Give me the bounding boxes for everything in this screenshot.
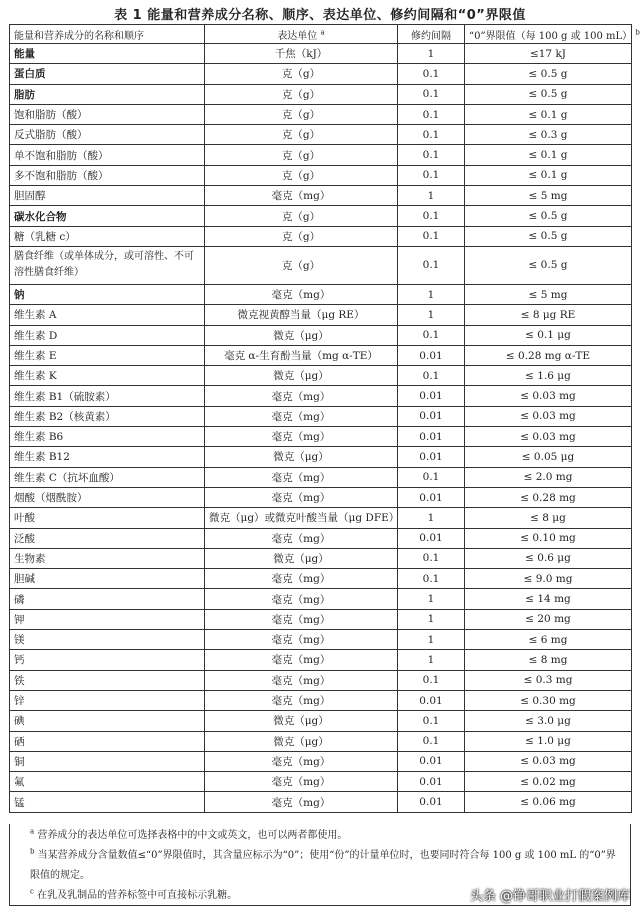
limit-cell: ≤ 0.1 μg (465, 325, 632, 345)
interval-cell: 0.01 (398, 792, 465, 812)
interval-cell: 1 (398, 305, 465, 325)
limit-cell: ≤ 2.0 mg (465, 467, 632, 487)
nutrient-name-cell: 镁 (10, 630, 205, 650)
interval-cell: 0.1 (398, 711, 465, 731)
unit-cell: 毫克（mg） (205, 792, 398, 812)
nutrient-name-cell: 碳水化合物 (10, 206, 205, 226)
limit-cell: ≤ 0.1 g (465, 165, 632, 185)
header-interval: 修约间隔 (398, 25, 465, 44)
watermark: 头条 @铮哥职业打假案例库 (469, 889, 630, 904)
table-row (10, 528, 632, 548)
nutrient-name-cell: 糖（乳糖 c） (10, 226, 205, 246)
nutrient-name-cell: 胆固醇 (10, 186, 205, 206)
interval-cell: 0.01 (398, 487, 465, 507)
interval-cell: 0.1 (398, 325, 465, 345)
table-row (10, 569, 632, 589)
nutrient-name-cell: 磷 (10, 589, 205, 609)
interval-cell: 0.01 (398, 751, 465, 771)
table-row (10, 206, 632, 226)
unit-cell: 微克（μg） (205, 731, 398, 751)
unit-cell: 毫克（mg） (205, 569, 398, 589)
nutrient-name-cell: 生物素 (10, 548, 205, 568)
interval-cell: 0.01 (398, 386, 465, 406)
interval-cell: 0.01 (398, 690, 465, 710)
nutrient-name-cell: 烟酸（烟酰胺） (10, 487, 205, 507)
nutrient-name-cell: 钙 (10, 650, 205, 670)
table-header-row (10, 25, 632, 44)
unit-cell: 微克（μg）或微克叶酸当量（μg DFE） (205, 508, 398, 528)
limit-cell: ≤ 9.0 mg (465, 569, 632, 589)
table-row (10, 792, 632, 812)
nutrient-name-cell: 锰 (10, 792, 205, 812)
table-row (10, 84, 632, 104)
nutrient-name-cell: 硒 (10, 731, 205, 751)
interval-cell: 0.1 (398, 569, 465, 589)
limit-cell: ≤ 0.3 mg (465, 670, 632, 690)
nutrient-table (9, 24, 640, 813)
table-row (10, 145, 632, 165)
nutrient-name-cell: 维生素 A (10, 305, 205, 325)
limit-cell: ≤ 5 mg (465, 284, 632, 304)
limit-cell: ≤ 0.10 mg (465, 528, 632, 548)
unit-cell: 微克视黄醇当量（μg RE） (205, 305, 398, 325)
interval-cell: 0.1 (398, 125, 465, 145)
table-row (10, 447, 632, 467)
table-row (10, 284, 632, 304)
nutrient-name-cell: 膳食纤维（或单体成分，或可溶性、不可溶性膳食纤维） (10, 246, 205, 284)
nutrient-name-cell: 泛酸 (10, 528, 205, 548)
note-b: $^b$ 当某营养成分含量数值≤“0”界限值时，其含量应标示为“0”；使用“份”的计量单位时，也要同时符合每 100 g 或 100 mL 的“0”界限值的规定。 (30, 847, 616, 881)
limit-cell: ≤ 0.06 mg (465, 792, 632, 812)
interval-cell: 0.1 (398, 84, 465, 104)
interval-cell: 0.1 (398, 104, 465, 124)
nutrient-name-cell: 维生素 B2（核黄素） (10, 406, 205, 426)
limit-cell: ≤ 0.03 mg (465, 406, 632, 426)
interval-cell: 1 (398, 589, 465, 609)
limit-cell: ≤ 0.5 g (465, 206, 632, 226)
table-row (10, 345, 632, 365)
table-row (10, 609, 632, 629)
table-row (10, 325, 632, 345)
nutrient-name-cell: 多不饱和脂肪（酸） (10, 165, 205, 185)
note-c: $^c$ 在乳及乳制品的营养标签中可直接标示乳糖。 (30, 887, 238, 901)
nutrient-name-cell: 钾 (10, 609, 205, 629)
interval-cell: 0.1 (398, 64, 465, 84)
table-body (10, 44, 632, 813)
nutrient-name-cell: 维生素 B1（硫胺素） (10, 386, 205, 406)
limit-cell: ≤ 0.02 mg (465, 772, 632, 792)
nutrient-name-cell: 单不饱和脂肪（酸） (10, 145, 205, 165)
table-row (10, 690, 632, 710)
unit-cell: 毫克（mg） (205, 284, 398, 304)
interval-cell: 1 (398, 508, 465, 528)
limit-cell: ≤ 0.1 g (465, 104, 632, 124)
header-unit: 表达单位 $^a$ (205, 25, 398, 44)
table-row (10, 125, 632, 145)
unit-cell: 毫克（mg） (205, 772, 398, 792)
interval-cell: 1 (398, 650, 465, 670)
table-row (10, 731, 632, 751)
interval-cell: 0.01 (398, 447, 465, 467)
table-row (10, 64, 632, 84)
nutrient-name-cell: 饱和脂肪（酸） (10, 104, 205, 124)
nutrient-name-cell: 胆碱 (10, 569, 205, 589)
unit-cell: 克（g） (205, 104, 398, 124)
limit-cell: ≤ 3.0 μg (465, 711, 632, 731)
limit-cell: ≤ 0.5 g (465, 246, 632, 284)
interval-cell: 1 (398, 44, 465, 64)
limit-cell: ≤ 0.5 g (465, 226, 632, 246)
unit-cell: 克（g） (205, 246, 398, 284)
interval-cell: 0.1 (398, 145, 465, 165)
limit-cell: ≤ 8 μg RE (465, 305, 632, 325)
limit-cell: ≤ 0.03 mg (465, 751, 632, 771)
table-row (10, 670, 632, 690)
table-row (10, 305, 632, 325)
interval-cell: 0.1 (398, 670, 465, 690)
table-row (10, 44, 632, 64)
nutrient-name-cell: 维生素 K (10, 366, 205, 386)
limit-cell: ≤ 0.28 mg (465, 487, 632, 507)
unit-cell: 毫克（mg） (205, 427, 398, 447)
unit-cell: 毫克（mg） (205, 670, 398, 690)
table-row (10, 508, 632, 528)
unit-cell: 克（g） (205, 64, 398, 84)
nutrient-name-cell: 蛋白质 (10, 64, 205, 84)
limit-cell: ≤ 20 mg (465, 609, 632, 629)
unit-cell: 千焦（kJ） (205, 44, 398, 64)
nutrient-name-cell: 维生素 B6 (10, 427, 205, 447)
limit-cell: ≤ 0.5 g (465, 84, 632, 104)
interval-cell: 0.1 (398, 731, 465, 751)
unit-cell: 毫克（mg） (205, 751, 398, 771)
table-row (10, 467, 632, 487)
table-row (10, 366, 632, 386)
limit-cell: ≤ 0.03 mg (465, 427, 632, 447)
unit-cell: 克（g） (205, 84, 398, 104)
table-row (10, 186, 632, 206)
page-title: 表 1 能量和营养成分名称、顺序、表达单位、修约间隔和“0”界限值 (114, 8, 526, 23)
unit-cell: 毫克（mg） (205, 589, 398, 609)
unit-cell: 毫克（mg） (205, 650, 398, 670)
limit-cell: ≤ 8 μg (465, 508, 632, 528)
unit-cell: 微克（μg） (205, 711, 398, 731)
nutrient-name-cell: 碘 (10, 711, 205, 731)
table-row (10, 246, 632, 284)
unit-cell: 毫克（mg） (205, 186, 398, 206)
table-row (10, 165, 632, 185)
unit-cell: 毫克（mg） (205, 487, 398, 507)
interval-cell: 0.01 (398, 427, 465, 447)
unit-cell: 毫克（mg） (205, 690, 398, 710)
note-a: $^a$ 营养成分的表达单位可选择表格中的中文或英文，也可以两者都使用。 (30, 827, 348, 841)
unit-cell: 毫克（mg） (205, 406, 398, 426)
table-row (10, 386, 632, 406)
nutrient-name-cell: 钠 (10, 284, 205, 304)
limit-cell: ≤17 kJ (465, 44, 632, 64)
interval-cell: 0.1 (398, 366, 465, 386)
nutrient-name-cell: 维生素 B12 (10, 447, 205, 467)
nutrient-name-cell: 锌 (10, 690, 205, 710)
table-row (10, 226, 632, 246)
limit-cell: ≤ 0.30 mg (465, 690, 632, 710)
nutrient-name-cell: 氟 (10, 772, 205, 792)
limit-cell: ≤ 5 mg (465, 186, 632, 206)
limit-cell: ≤ 0.05 μg (465, 447, 632, 467)
nutrient-name-cell: 铁 (10, 670, 205, 690)
nutrient-name-cell: 维生素 C（抗坏血酸） (10, 467, 205, 487)
nutrient-name-cell: 维生素 D (10, 325, 205, 345)
unit-cell: 克（g） (205, 125, 398, 145)
table-row (10, 427, 632, 447)
unit-cell: 克（g） (205, 226, 398, 246)
limit-cell: ≤ 1.0 μg (465, 731, 632, 751)
table-row (10, 487, 632, 507)
header-name: 能量和营养成分的名称和顺序 (10, 25, 205, 44)
limit-cell: ≤ 6 mg (465, 630, 632, 650)
table-row (10, 548, 632, 568)
nutrient-name-cell: 脂肪 (10, 84, 205, 104)
limit-cell: ≤ 0.6 μg (465, 548, 632, 568)
interval-cell: 1 (398, 186, 465, 206)
table-row (10, 589, 632, 609)
limit-cell: ≤ 0.28 mg α-TE (465, 345, 632, 365)
limit-cell: ≤ 0.5 g (465, 64, 632, 84)
interval-cell: 0.1 (398, 226, 465, 246)
limit-cell: ≤ 1.6 μg (465, 366, 632, 386)
interval-cell: 0.1 (398, 246, 465, 284)
unit-cell: 微克（μg） (205, 325, 398, 345)
nutrient-name-cell: 能量 (10, 44, 205, 64)
interval-cell: 0.01 (398, 528, 465, 548)
limit-cell: ≤ 14 mg (465, 589, 632, 609)
interval-cell: 0.1 (398, 467, 465, 487)
interval-cell: 1 (398, 284, 465, 304)
limit-cell: ≤ 0.03 mg (465, 386, 632, 406)
interval-cell: 1 (398, 609, 465, 629)
unit-cell: 克（g） (205, 206, 398, 226)
table-row (10, 406, 632, 426)
table-row (10, 650, 632, 670)
unit-cell: 毫克 α-生育酚当量（mg α-TE） (205, 345, 398, 365)
limit-cell: ≤ 0.3 g (465, 125, 632, 145)
header-limit: “0”界限值（每 100 g 或 100 mL） $^b$ (465, 25, 632, 44)
table-row (10, 104, 632, 124)
interval-cell: 0.1 (398, 165, 465, 185)
table-row (10, 772, 632, 792)
interval-cell: 0.1 (398, 548, 465, 568)
unit-cell: 微克（μg） (205, 366, 398, 386)
nutrient-name-cell: 铜 (10, 751, 205, 771)
limit-cell: ≤ 8 mg (465, 650, 632, 670)
interval-cell: 0.01 (398, 345, 465, 365)
unit-cell: 毫克（mg） (205, 528, 398, 548)
interval-cell: 0.01 (398, 406, 465, 426)
nutrient-name-cell: 维生素 E (10, 345, 205, 365)
nutrient-name-cell: 反式脂肪（酸） (10, 125, 205, 145)
unit-cell: 毫克（mg） (205, 630, 398, 650)
unit-cell: 克（g） (205, 145, 398, 165)
interval-cell: 0.01 (398, 772, 465, 792)
unit-cell: 毫克（mg） (205, 386, 398, 406)
interval-cell: 1 (398, 630, 465, 650)
unit-cell: 毫克（mg） (205, 609, 398, 629)
unit-cell: 克（g） (205, 165, 398, 185)
table-row (10, 711, 632, 731)
limit-cell: ≤ 0.1 g (465, 145, 632, 165)
unit-cell: 微克（μg） (205, 447, 398, 467)
unit-cell: 毫克（mg） (205, 467, 398, 487)
table-row (10, 630, 632, 650)
unit-cell: 微克（μg） (205, 548, 398, 568)
table-row (10, 751, 632, 771)
interval-cell: 0.1 (398, 206, 465, 226)
nutrient-name-cell: 叶酸 (10, 508, 205, 528)
